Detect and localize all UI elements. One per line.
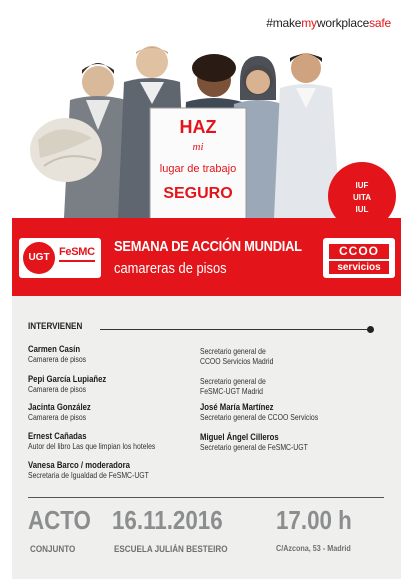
iuf-logo-text: IUL — [355, 205, 369, 214]
title-banner — [12, 218, 401, 296]
hashtag — [266, 16, 391, 30]
workers-illustration — [0, 40, 413, 230]
ugt-logo-underline — [59, 260, 95, 262]
speaker-name: José María Martínez — [200, 402, 274, 412]
banner-title: SEMANA DE ACCIÓN MUNDIAL — [114, 238, 302, 255]
section-title: INTERVIENEN — [28, 321, 83, 331]
ccoo-logo-text: CCOO — [329, 244, 389, 259]
sign-text: HAZ — [179, 117, 217, 137]
laundry-bundle — [30, 118, 102, 182]
ugt-logo-disc: UGT — [23, 242, 55, 274]
speaker-role: FeSMC-UGT Madrid — [200, 387, 263, 396]
speaker-role: CCOO Servicios Madrid — [200, 357, 274, 366]
speaker — [200, 431, 308, 453]
event-time: 17.00 h — [276, 505, 352, 535]
event-type: ACTO — [28, 505, 91, 535]
hashtag-part: #make — [266, 16, 302, 30]
ugt-fesmc-logo — [19, 238, 101, 278]
hashtag-part: workplace — [316, 16, 370, 30]
speaker-name: Vanesa Barco / moderadora — [28, 460, 130, 470]
speaker — [28, 373, 106, 395]
speaker — [28, 459, 149, 481]
sign-text: lugar de trabajo — [159, 163, 237, 175]
speaker-name: Miguel Ángel Cilleros — [200, 432, 279, 442]
speaker-name: Carmen Casín — [28, 344, 81, 354]
event-venue: ESCUELA JULIÁN BESTEIRO — [114, 544, 228, 554]
speaker — [28, 401, 91, 423]
event-date: 16.11.2016 — [112, 505, 223, 535]
safety-sign — [150, 108, 246, 224]
hashtag-part: my — [301, 16, 317, 30]
sign-text: SEGURO — [163, 185, 233, 202]
event-divider — [28, 497, 384, 498]
banner-subtitle: camareras de pisos — [114, 260, 227, 277]
ccoo-logo-text: servicios — [329, 261, 389, 274]
speaker-role: Autor del libro Las que limpian los hoteles — [28, 442, 156, 451]
speaker-name: Ernest Cañadas — [28, 431, 87, 441]
speaker — [200, 377, 266, 397]
section-divider — [100, 329, 372, 330]
speaker — [28, 430, 155, 452]
ugt-logo-text: FeSMC — [59, 246, 95, 258]
hashtag-part: safe — [369, 16, 391, 30]
speaker — [28, 343, 86, 365]
event-type-sub: CONJUNTO — [30, 544, 76, 554]
speaker-role: Camarera de pisos — [28, 385, 87, 394]
section-divider-dot — [367, 326, 374, 333]
speaker-role: Secretario general de — [200, 377, 266, 386]
speaker-role: Camarera de pisos — [28, 413, 87, 422]
speaker — [200, 347, 273, 367]
sign-text: mi — [192, 141, 204, 153]
iuf-logo-text: IUF — [355, 181, 369, 190]
speaker-role: Camarera de pisos — [28, 355, 87, 364]
ccoo-servicios-logo — [323, 238, 395, 278]
iuf-logo-text: UITA — [352, 193, 372, 202]
speaker-name: Pepi García Lupiañez — [28, 374, 107, 384]
speaker-role: Secretaria de Igualdad de FeSMC-UGT — [28, 471, 149, 480]
speaker-role: Secretario general de FeSMC-UGT — [200, 443, 308, 452]
speaker-role: Secretario general de — [200, 347, 266, 356]
event-address: C/Azcona, 53 - Madrid — [276, 544, 351, 553]
speaker-name: Jacinta González — [28, 402, 91, 412]
speaker-role: Secretario general de CCOO Servicios — [200, 413, 319, 422]
speaker — [200, 401, 318, 423]
